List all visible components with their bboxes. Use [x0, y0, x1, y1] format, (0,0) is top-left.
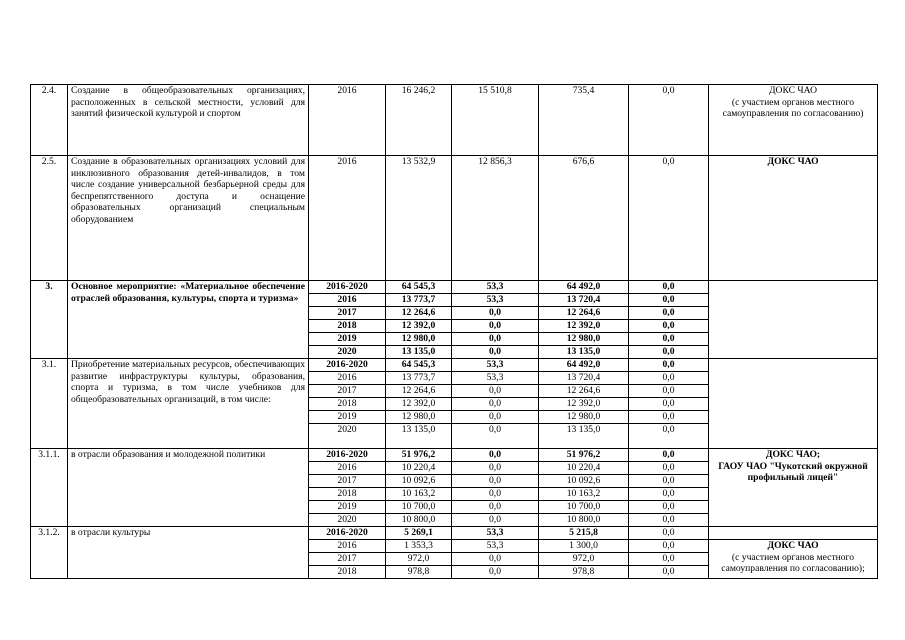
year-cell: 2016-2020 [309, 281, 386, 294]
funding-cell: 12 856,3 [452, 156, 539, 281]
funding-cell: 64 492,0 [539, 359, 629, 372]
year-cell: 2018 [309, 320, 386, 333]
funding-cell: 0,0 [629, 385, 709, 398]
funding-cell: 12 392,0 [539, 398, 629, 411]
funding-cell: 0,0 [629, 462, 709, 475]
total-cell: 978,8 [386, 566, 452, 579]
table-row [31, 359, 878, 372]
total-cell: 13 135,0 [386, 346, 452, 359]
funding-cell: 972,0 [539, 553, 629, 566]
executor-line: самоуправления по согласованию) [722, 108, 864, 120]
year-cell: 2016 [309, 372, 386, 385]
funding-cell: 0,0 [452, 462, 539, 475]
year-cell: 2016 [309, 540, 386, 553]
activity-name: Создание в общеобразовательных организациях, расположенных в сельской местности, условий для занятий физической культурой и спортом [68, 85, 309, 156]
funding-cell: 12 980,0 [539, 411, 629, 424]
funding-cell: 0,0 [452, 566, 539, 579]
executor-line: ДОКС ЧАО [767, 156, 819, 167]
activity-name: в отрасли образования и молодежной политики [68, 449, 309, 527]
total-cell: 10 092,6 [386, 475, 452, 488]
total-cell: 12 264,6 [386, 307, 452, 320]
year-cell: 2019 [309, 333, 386, 346]
row-number: 2.5. [31, 156, 68, 281]
funding-cell: 0,0 [629, 398, 709, 411]
funding-cell: 10 700,0 [539, 501, 629, 514]
year-cell: 2018 [309, 566, 386, 579]
funding-cell: 0,0 [629, 333, 709, 346]
funding-cell: 5 215,8 [539, 527, 629, 540]
year-cell: 2016 [309, 85, 386, 156]
funding-cell: 0,0 [452, 307, 539, 320]
funding-cell: 0,0 [629, 372, 709, 385]
funding-cell: 978,8 [539, 566, 629, 579]
funding-cell: 13 135,0 [539, 424, 629, 449]
funding-cell: 15 510,8 [452, 85, 539, 156]
executor-cell [709, 156, 878, 281]
total-cell: 12 392,0 [386, 320, 452, 333]
executor-line: ГАОУ ЧАО "Чукотский окружной [718, 460, 868, 472]
funding-cell: 0,0 [629, 320, 709, 333]
funding-cell: 0,0 [452, 488, 539, 501]
funding-cell: 0,0 [452, 398, 539, 411]
row-number: 3.1. [31, 359, 68, 449]
funding-cell: 13 720,4 [539, 294, 629, 307]
executor-line: (с участием органов местного [731, 96, 855, 108]
funding-cell: 0,0 [629, 501, 709, 514]
funding-cell: 0,0 [629, 359, 709, 372]
funding-cell: 0,0 [452, 501, 539, 514]
total-cell: 13 135,0 [386, 424, 452, 449]
funding-cell: 0,0 [629, 475, 709, 488]
funding-cell: 53,3 [452, 540, 539, 553]
executor-line: профильный лицей" [747, 472, 839, 484]
executor-cell [709, 281, 878, 359]
total-cell: 12 392,0 [386, 398, 452, 411]
funding-cell: 12 392,0 [539, 320, 629, 333]
year-cell: 2017 [309, 385, 386, 398]
year-cell: 2017 [309, 307, 386, 320]
funding-cell: 676,6 [539, 156, 629, 281]
funding-cell: 53,3 [452, 372, 539, 385]
executor-cell [709, 540, 878, 579]
year-cell: 2019 [309, 411, 386, 424]
funding-cell: 0,0 [452, 333, 539, 346]
year-cell: 2016 [309, 462, 386, 475]
funding-cell: 0,0 [629, 294, 709, 307]
funding-cell: 0,0 [629, 346, 709, 359]
total-cell: 51 976,2 [386, 449, 452, 462]
executor-line: самоуправления по согласованию); [721, 563, 865, 575]
total-cell: 12 980,0 [386, 333, 452, 346]
funding-cell: 0,0 [452, 475, 539, 488]
funding-cell: 13 720,4 [539, 372, 629, 385]
funding-cell: 53,3 [452, 294, 539, 307]
total-cell: 12 264,6 [386, 385, 452, 398]
total-cell: 1 353,3 [386, 540, 452, 553]
funding-cell: 0,0 [452, 424, 539, 449]
year-cell: 2019 [309, 501, 386, 514]
funding-cell: 10 220,4 [539, 462, 629, 475]
executor-line: (с участием органов местного [731, 551, 855, 563]
funding-cell: 0,0 [452, 411, 539, 424]
budget-table [30, 84, 878, 579]
funding-cell: 0,0 [629, 156, 709, 281]
funding-cell: 12 264,6 [539, 385, 629, 398]
funding-cell: 53,3 [452, 359, 539, 372]
year-cell: 2017 [309, 553, 386, 566]
funding-cell: 13 135,0 [539, 346, 629, 359]
total-cell: 12 980,0 [386, 411, 452, 424]
table-row [31, 527, 878, 540]
row-number: 2.4. [31, 85, 68, 156]
year-cell: 2016-2020 [309, 527, 386, 540]
activity-name: Создание в образовательных организациях условий для инклюзивного образования детей-инвалидов, в том числе создание универсальной безбарьерной среды для беспрепятственного доступа и оснащение образовательных организаций специальным оборудованием [68, 156, 309, 281]
total-cell: 13 532,9 [386, 156, 452, 281]
table-row [31, 281, 878, 294]
year-cell: 2018 [309, 488, 386, 501]
row-number: 3. [31, 281, 68, 359]
activity-name: Приобретение материальных ресурсов, обеспечивающих развитие инфраструктуры культуры, образования, спорта и туризма, в том числе учебников для общеобразовательных организаций, в том числе: [68, 359, 309, 449]
funding-cell: 12 980,0 [539, 333, 629, 346]
funding-cell: 0,0 [452, 514, 539, 527]
year-cell: 2018 [309, 398, 386, 411]
year-cell: 2017 [309, 475, 386, 488]
funding-cell: 51 976,2 [539, 449, 629, 462]
funding-cell: 10 092,6 [539, 475, 629, 488]
executor-cell [709, 527, 878, 540]
total-cell: 10 800,0 [386, 514, 452, 527]
executor-cell [709, 359, 878, 449]
funding-cell: 1 300,0 [539, 540, 629, 553]
funding-cell: 0,0 [452, 346, 539, 359]
row-number: 3.1.1. [31, 449, 68, 527]
funding-cell: 0,0 [629, 566, 709, 579]
funding-cell: 0,0 [452, 449, 539, 462]
funding-cell: 0,0 [452, 385, 539, 398]
year-cell: 2016-2020 [309, 449, 386, 462]
total-cell: 16 246,2 [386, 85, 452, 156]
funding-cell: 0,0 [629, 281, 709, 294]
executor-cell [709, 85, 878, 156]
total-cell: 5 269,1 [386, 527, 452, 540]
total-cell: 10 163,2 [386, 488, 452, 501]
table-row [31, 85, 878, 156]
funding-cell: 64 492,0 [539, 281, 629, 294]
funding-cell: 53,3 [452, 281, 539, 294]
activity-name: Основное мероприятие: «Материальное обеспечение отраслей образования, культуры, спорта и туризма» [68, 281, 309, 359]
total-cell: 13 773,7 [386, 294, 452, 307]
year-cell: 2016 [309, 156, 386, 281]
row-number: 3.1.2. [31, 527, 68, 579]
funding-cell: 0,0 [629, 540, 709, 553]
funding-cell: 53,3 [452, 527, 539, 540]
funding-cell: 0,0 [629, 514, 709, 527]
executor-line: ДОКС ЧАО [768, 85, 818, 96]
year-cell: 2016-2020 [309, 359, 386, 372]
funding-cell: 0,0 [629, 424, 709, 449]
funding-cell: 0,0 [629, 85, 709, 156]
table-row [31, 156, 878, 281]
funding-cell: 0,0 [629, 527, 709, 540]
funding-cell: 0,0 [629, 411, 709, 424]
funding-cell: 0,0 [452, 553, 539, 566]
year-cell: 2016 [309, 294, 386, 307]
funding-cell: 10 163,2 [539, 488, 629, 501]
activity-name: в отрасли культуры [68, 527, 309, 579]
executor-cell [709, 449, 878, 527]
funding-cell: 0,0 [629, 307, 709, 320]
funding-cell: 735,4 [539, 85, 629, 156]
total-cell: 10 700,0 [386, 501, 452, 514]
total-cell: 13 773,7 [386, 372, 452, 385]
total-cell: 972,0 [386, 553, 452, 566]
executor-line: ДОКС ЧАО [767, 540, 819, 551]
funding-cell: 0,0 [452, 320, 539, 333]
total-cell: 64 545,3 [386, 359, 452, 372]
table-row [31, 449, 878, 462]
total-cell: 10 220,4 [386, 462, 452, 475]
year-cell: 2020 [309, 346, 386, 359]
funding-cell: 10 800,0 [539, 514, 629, 527]
funding-cell: 0,0 [629, 488, 709, 501]
funding-cell: 12 264,6 [539, 307, 629, 320]
year-cell: 2020 [309, 514, 386, 527]
year-cell: 2020 [309, 424, 386, 449]
total-cell: 64 545,3 [386, 281, 452, 294]
funding-cell: 0,0 [629, 553, 709, 566]
funding-cell: 0,0 [629, 449, 709, 462]
executor-line: ДОКС ЧАО; [765, 449, 821, 460]
